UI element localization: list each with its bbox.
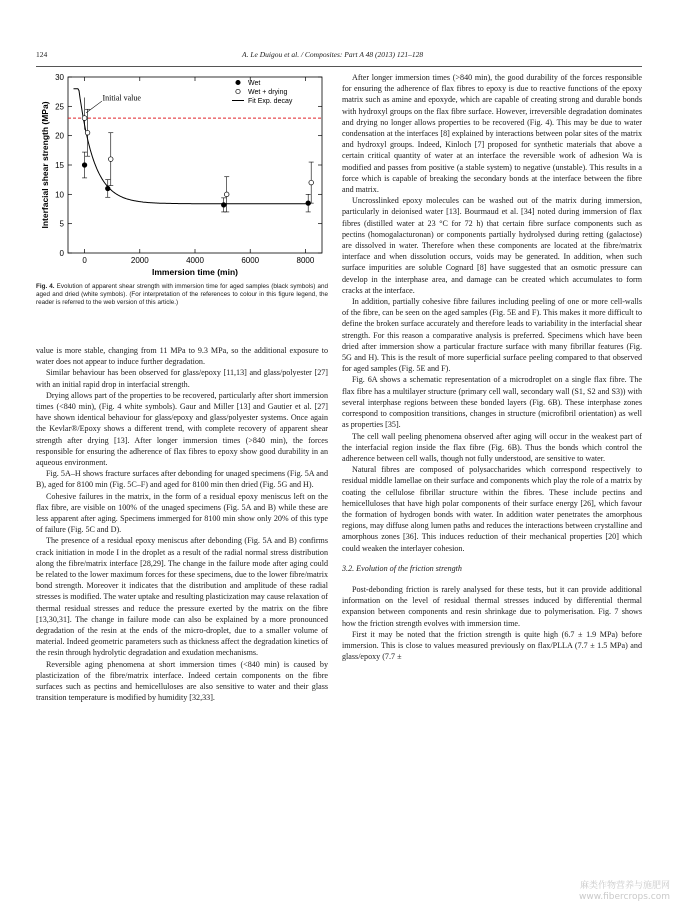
caption-text: Evolution of apparent shear strength with immersion time for aged samples (black symbols) and aged and dried (white symbols). (For interpretation of the references to colour in this figure legend, the reader is referred to the web version of this article.) — [36, 283, 328, 307]
watermark — [579, 881, 670, 903]
y-tick-label: 30 — [55, 73, 64, 82]
wet-point — [82, 163, 87, 168]
figure-4 — [36, 72, 328, 282]
figure-caption — [36, 283, 328, 308]
initial-value-pointer — [86, 101, 102, 113]
watermark-text: 麻类作物营养与施肥网 www.fibercrops.com — [579, 881, 670, 902]
x-tick-label: 2000 — [130, 256, 149, 265]
paragraph: Fig. 5A–H shows fracture surfaces after debonding for unaged specimens (Fig. 5A and B), aged for 8100 min (Fig. 5C–F) and aged for 8100 min then dried (Fig. 5G and H). — [36, 469, 328, 490]
shear-strength-chart — [36, 72, 328, 282]
legend-marker — [236, 89, 240, 93]
wet-drying-point — [108, 157, 113, 162]
left-column — [36, 345, 328, 704]
x-tick-label: 0 — [82, 256, 87, 265]
paragraph: The presence of a residual epoxy meniscus after debonding (Fig. 5A and B) confirms crack initiation in mode I in the droplet as a result of the radial normal stress distribution along the fibre/matrix interface [28,29]. The change in the failure mode after aging could be related to the lower maximum forces for these specimens, due to the lower fibre/matrix bond strength. Moreover it indicates that the distribution and amplitude of these radial stresses is modified. The water uptake and resulting plasticization may cause relaxation of thermal residual stresses and reduce the pressure exerted by the matrix on the fibre [13,30,31]. The change in failure mode can also be explained by a more pronounced degradation of the resin at the ends of the micro-droplet, due to a smaller volume of material. Indeed geometric parameters such as thickness affect the degradation kinetics of the resin through hydrolytic degradation and exudation mechanisms. — [36, 536, 328, 658]
running-header — [36, 50, 642, 62]
y-tick-label: 15 — [55, 161, 64, 170]
y-tick-label: 25 — [55, 102, 64, 112]
paragraph: Cohesive failures in the matrix, in the form of a residual epoxy meniscus left on the flax fibre, are visible on 100% of the unaged specimens (Fig. 5A and B) while these are less apparent after aging. Specimens immerged for 8100 min show only 20% of this type of failure (Fig. 5C and D). — [36, 491, 328, 535]
y-tick-label: 10 — [55, 190, 64, 200]
paragraph: First it may be noted that the friction strength is quite high (6.7 ± 1.9 MPa) before immersion. This is close to values measured previously on flax/PLLA (7.7 ± 1.5 MPa) and glass/epoxy (7.7 ± — [342, 629, 642, 662]
initial-value-label: Initial value — [102, 93, 141, 103]
y-tick-label: 0 — [59, 249, 64, 258]
caption-label: Fig. 4. — [36, 283, 55, 290]
x-tick-label: 6000 — [241, 256, 260, 265]
paragraph: Post-debonding friction is rarely analysed for these tests, but it can provide additional information on the level of residual thermal stresses induced by differential thermal expansion between components and resin shrinkage due to polymerisation. Fig. 7 shows how the friction strength evolves with immersion time. — [342, 584, 642, 628]
x-tick-label: 4000 — [186, 256, 204, 265]
wet-point — [105, 186, 110, 191]
section-heading: 3.2. Evolution of the friction strength — [342, 563, 462, 573]
paragraph: value is more stable, changing from 11 MPa to 9.3 MPa, so the additional exposure to water does not appear to induce further degradation. — [36, 346, 328, 367]
paragraph: The cell wall peeling phenomena observed after aging will occur in the weakest part of the interfacial region inside the flax fibre (Fig. 6B). Thus the bonds which control the adherence between cell walls, though not fully understood, are sensitive to water. — [342, 431, 642, 463]
y-tick-label: 20 — [55, 131, 64, 141]
paragraph: Similar behaviour has been observed for glass/epoxy [11,13] and glass/polyester [27] with an initial rapid drop in interfacial strength. — [36, 368, 328, 389]
wet-drying-point — [309, 180, 314, 185]
wet-drying-point — [85, 130, 90, 135]
paragraph: Drying allows part of the properties to be recovered, particularly after short immersion times (<840 min), (Fig. 4 white symbols). Gaur and Miller [13] and Gautier et al. [27] have shown identical behaviour for glass/epoxy and glass/polyester systems. Once again the Kevlar®/Epoxy shows a different trend, with complete recovery of apparent shear strength after drying [13]. After longer immersion times (>840 min), the forces responsible for ensuring the adherence of flax fibres to epoxy show good durability in an aqueous environment. — [36, 390, 328, 468]
legend-marker — [236, 80, 240, 84]
paragraph: Fig. 6A shows a schematic representation of a microdroplet on a single flax fibre. The flax fibre has a multilayer structure (primary cell wall, secondary wall (S1, S2 and S3)) with several interphase regions between these bonded layers (Fig. 6B). These interphase zones correspond to composition transitions, changes in structure (microfibril orientation) as well as properties [35]. — [342, 375, 642, 430]
wet-drying-point — [224, 192, 229, 197]
legend-label: Fit Exp. decay — [248, 98, 293, 105]
journal-citation: A. Le Duigou et al. / Composites: Part A 48 (2013) 121–128 — [242, 50, 424, 59]
x-tick-label: 8000 — [296, 256, 315, 265]
legend-label: Wet + drying — [248, 89, 288, 96]
y-tick-label: 5 — [59, 219, 64, 229]
paragraph: Reversible aging phenomena at short immersion times (<840 min) is caused by plasticization of the fibre/matrix interface. Indeed certain components on the fibre surfaces such as pectins and hemicelluloses are also sensitive to water and their glass transition temperature is modified by humidity [32,33]. — [36, 659, 328, 703]
header-rule — [36, 66, 642, 67]
wet-point — [221, 203, 226, 208]
paragraph: Natural fibres are composed of polysaccharides which correspond respectively to residual middle lamellae on their surface and components which play the role of a matrix by coating the cellulose fibrillar structure within the fibres. These include pectins and hemicelluloses that have high polar components of their surface energy [26], which favour the formation of hydrogen bonds with water. In addition water penetrates the amorphous regions, may diffuse along lumen paths and reduces the interactions between crystalline and amorphous zones [36]. This induces reduction of their mechanical properties [20] which could weaken the interlayer cohesion. — [342, 465, 642, 553]
paragraph: After longer immersion times (>840 min), the good durability of the forces responsible for ensuring the adherence of flax fibres to epoxy is due to reactive functions of the epoxy matrix such as amine and epoxyde, which are capable of creating strong and durable bonds with hydroxyl groups on the flax fibre surface. However, irreversible degradation dominates and drying no longer allows properties to be recovered (Fig. 4). This may be due to water condensation at the interfaces [8] explained by interactions between polar sites of the matrix and hydroxyl groups. Indeed, Kinloch [7] proposed for synthetic materials that above a certain critical quantity of water at an interface the reversible work of adhesion Wa is modified and passes from positive (a stable system) to negative (unstable). This results in a force which is capable of breaking the secondary bonds at the interface between the fibre and matrix. — [342, 73, 642, 195]
paragraph: In addition, partially cohesive fibre failures including peeling of one or more cell-walls of the fibre, can be seen on the aged samples (Fig. 5E and F). This makes it more difficult to define the broken surface accurately and therefore leads to variability in the interfacial shear strength. For this reason a comparative analysis is preferred. Specimens which have been dried after immersion show a particular fracture surface with many fibrillar features (Fig. 5G and H). This is the result of more superficial surface peeling compared to that observed for aged samples (Fig. 5E and F). — [342, 297, 642, 374]
legend-label: Wet — [248, 80, 261, 87]
right-column — [342, 72, 642, 662]
x-axis-label: Immersion time (min) — [152, 267, 238, 277]
initial-point — [82, 116, 87, 121]
y-axis-label: Interfacial shear strength (MPa) — [40, 101, 50, 229]
page-number: 124 — [36, 50, 48, 59]
paragraph: Uncrosslinked epoxy molecules can be washed out of the matrix during immersion, particularly in deionised water [13]. Bourmaud et al. [34] noted during immersion of flax fibres (distilled water at 23 °C for 72 h) that certain fibre surface components such as pectins (homogalacturonan) or components partially hydrolysed during retting (galactose) are dissolved in water. Therefore when these components are located at the fibre/matrix interface and when dissolution occurs, voids may be generated. In addition, when such surface impurities are soluble Cognard [8] have suggested that an osmotic pressure can develop in the interphase area, and damage can be created which accumulates to form cracks at the interface. — [342, 196, 642, 295]
